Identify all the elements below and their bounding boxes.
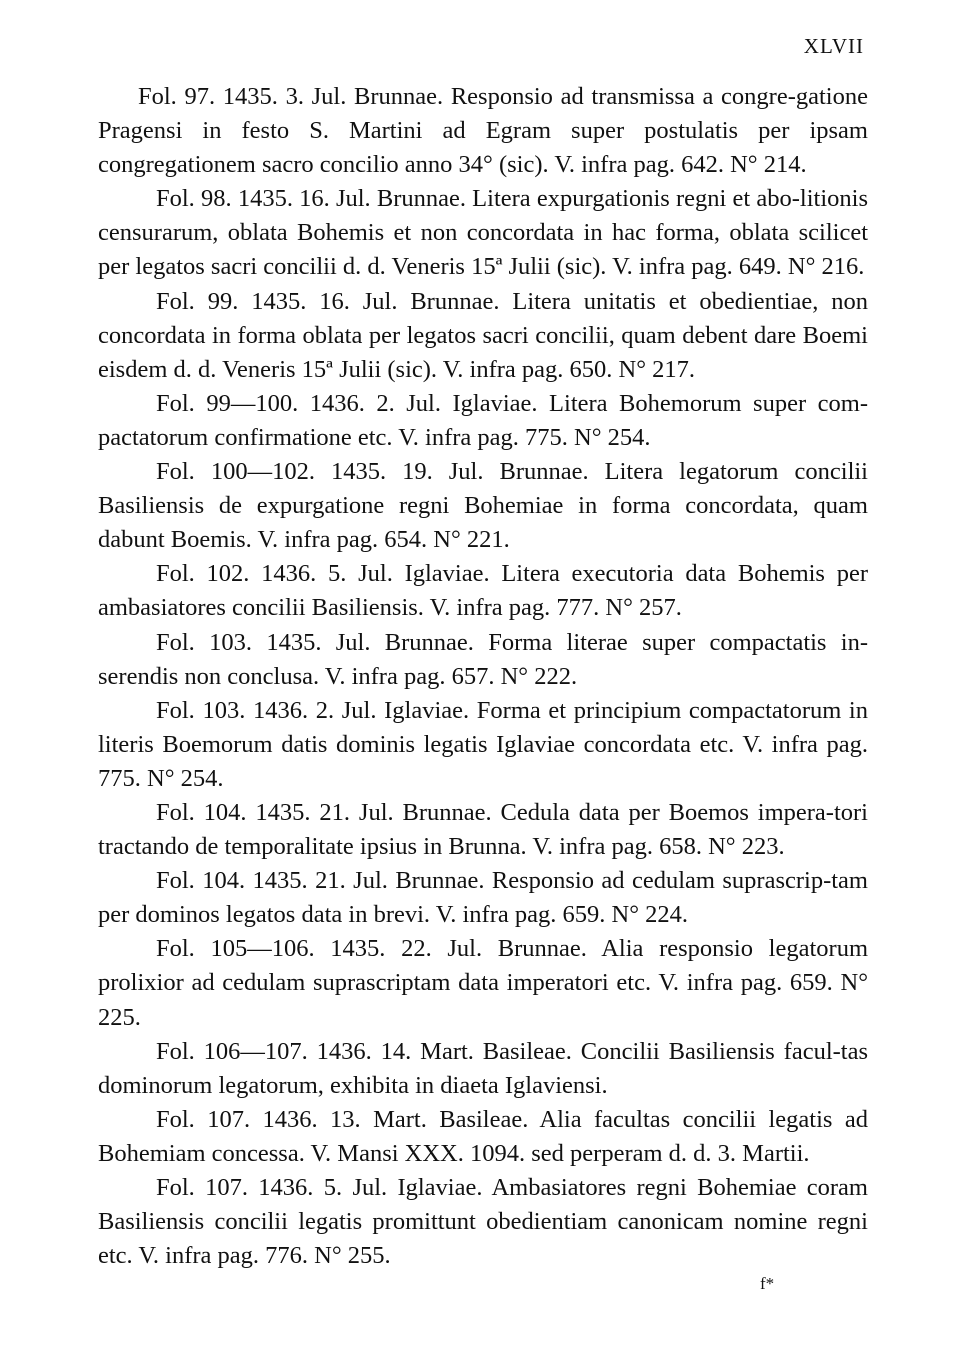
entry-fol-103-a: Fol. 103. 1435. Jul. Brunnae. Forma literae super compactatis in-serendis non conclusa. V. infra pag. 657. N° 222. <box>98 628 868 690</box>
page-number: XLVII <box>803 34 864 58</box>
entry-fol-99-100: Fol. 99—100. 1436. 2. Jul. Iglaviae. Litera Bohemorum super com-pactatorum confirmatione etc. V. infra pag. 775. N° 254. <box>98 389 868 451</box>
entry-list <box>98 80 868 1273</box>
entry-fol-103-b: Fol. 103. 1436. 2. Jul. Iglaviae. Forma et principium compactatorum in literis Boemorum datis dominis legatis Iglaviae concordata etc. V. infra pag. 775. N° 254. <box>98 696 868 792</box>
entry-fol-102: Fol. 102. 1436. 5. Jul. Iglaviae. Litera executoria data Bohemis per ambasiatores concilii Basiliensis. V. infra pag. 777. N° 257. <box>98 560 868 622</box>
entry-fol-106-107: Fol. 106—107. 1436. 14. Mart. Basileae. Concilii Basiliensis facul-tas dominorum legatorum, exhibita in diaeta Iglaviensi. <box>98 1037 868 1099</box>
entry-fol-104-a: Fol. 104. 1435. 21. Jul. Brunnae. Cedula data per Boemos impera-tori tractando de temporalitate ipsius in Brunna. V. infra pag. 658. N° 223. <box>98 798 868 861</box>
entry-fol-107-b: Fol. 107. 1436. 5. Jul. Iglaviae. Ambasiatores regni Bohemiae coram Basiliensis concilii legatis promittunt obedientiam canonicam nomine regni etc. V. infra pag. 776. N° 255. <box>98 1174 868 1270</box>
entry-fol-97: Fol. 97. 1435. 3. Jul. Brunnae. Responsio ad transmissa a congre-gatione Pragensi in festo S. Martini ad Egram super postulatis per ipsam congregationem sacro concilio anno 34° (sic). V. infra pag. 642. N° 214. <box>98 83 868 179</box>
entry-fol-98: Fol. 98. 1435. 16. Jul. Brunnae. Litera expurgationis regni et abo-litionis censurarum, oblata Bohemis et non concordata in hac forma, oblata scilicet per legatos sacri concilii d. d. Veneris 15ª Julii (sic). V. infra pag. 649. N° 216. <box>98 185 868 281</box>
entry-fol-105-106: Fol. 105—106. 1435. 22. Jul. Brunnae. Alia responsio legatorum prolixior ad cedulam suprascriptam data imperatori etc. V. infra pag. 659. N° 225. <box>98 935 868 1031</box>
entry-fol-99: Fol. 99. 1435. 16. Jul. Brunnae. Litera unitatis et obedientiae, non concordata in forma oblata per legatos sacri concilii, quam debent dare Boemi eisdem d. d. Veneris 15ª Julii (sic). V. infra pag. 650. N° 217. <box>98 287 868 383</box>
entry-fol-107-a: Fol. 107. 1436. 13. Mart. Basileae. Alia facultas concilii legatis ad Bohemiam concessa. V. Mansi XXX. 1094. sed perperam d. d. 3. Martii. <box>98 1105 868 1167</box>
entry-fol-104-b: Fol. 104. 1435. 21. Jul. Brunnae. Responsio ad cedulam suprascrip-tam per dominos legatos data in brevi. V. infra pag. 659. N° 224. <box>98 867 868 929</box>
entry-fol-100-102: Fol. 100—102. 1435. 19. Jul. Brunnae. Litera legatorum concilii Basiliensis de expurgatione regni Bohemiae in forma concordata, quam dabunt Boemis. V. infra pag. 654. N° 221. <box>98 458 868 554</box>
signature-mark: f* <box>760 1274 775 1293</box>
